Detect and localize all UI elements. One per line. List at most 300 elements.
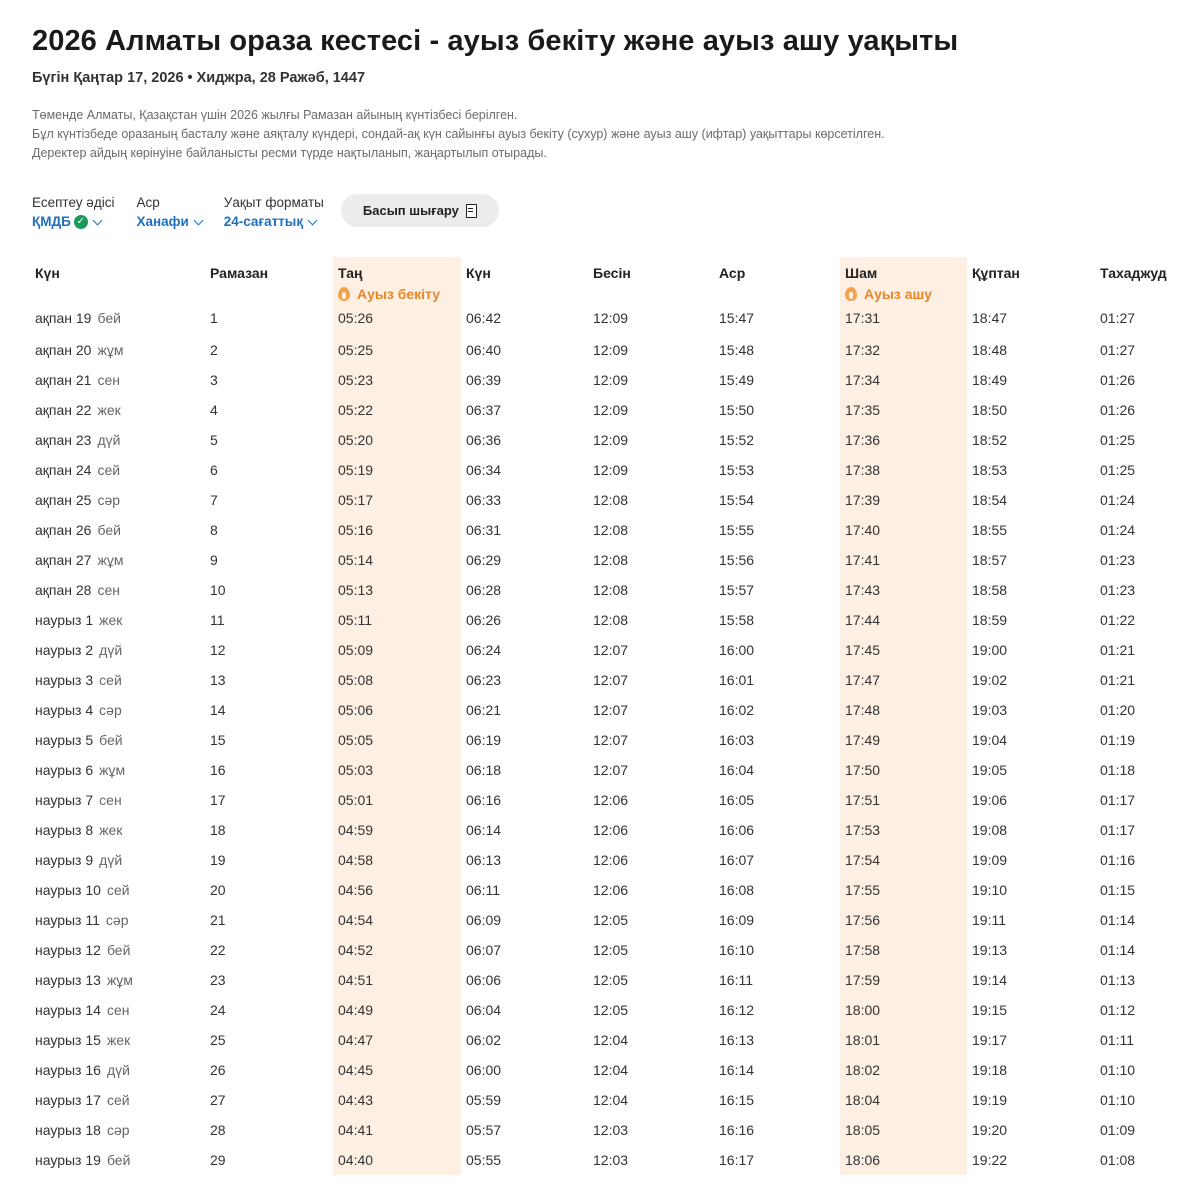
table-row <box>30 815 1175 845</box>
cell-sunrise-time: 06:16 <box>466 792 502 808</box>
print-button-label: Басып шығару <box>362 203 459 218</box>
cell-day <box>30 935 205 965</box>
cell-ramadan-day: 12 <box>210 642 226 658</box>
cell-fajr-time: 04:40 <box>333 1145 461 1175</box>
cell-tahajjud-time: 01:24 <box>1100 522 1136 538</box>
cell-date: ақпан 23 <box>35 432 92 448</box>
cell-isha-time: 19:15 <box>972 1002 1008 1018</box>
cell-dhuhr-time: 12:06 <box>593 882 629 898</box>
cell-tahajjud-time: 01:25 <box>1100 432 1136 448</box>
cell-sunrise-time: 06:04 <box>466 1002 502 1018</box>
cell-ramadan-day: 1 <box>210 310 218 326</box>
cell-day <box>30 845 205 875</box>
cell-date: наурыз 5 <box>35 732 94 748</box>
cell-sunrise-time: 06:06 <box>466 972 502 988</box>
cell-dhuhr-time: 12:03 <box>593 1122 629 1138</box>
cell-ramadan-day: 26 <box>210 1062 226 1078</box>
cell-tahajjud-time: 01:27 <box>1100 310 1136 326</box>
cell-day <box>30 310 205 335</box>
cell-day <box>30 1085 205 1115</box>
cell-maghrib-time: 17:51 <box>840 785 967 815</box>
table-row <box>30 1085 1175 1115</box>
cell-weekday: бей <box>97 310 121 326</box>
cell-weekday: сей <box>106 882 130 898</box>
cell-maghrib-time: 17:43 <box>840 575 967 605</box>
cell-weekday: сей <box>99 672 122 688</box>
cell-isha-time: 18:50 <box>972 402 1008 418</box>
table-row <box>30 575 1175 605</box>
cell-tahajjud-time: 01:14 <box>1100 942 1136 958</box>
cell-isha-time: 18:52 <box>972 432 1008 448</box>
cell-maghrib-time: 18:05 <box>840 1115 967 1145</box>
cell-fajr-time: 05:06 <box>333 695 461 725</box>
cell-day <box>30 1025 205 1055</box>
cell-date: наурыз 12 <box>35 942 101 958</box>
header-asr: Аср <box>719 265 746 281</box>
table-row <box>30 935 1175 965</box>
cell-tahajjud-time: 01:25 <box>1100 462 1136 478</box>
header-fajr-label: Таң <box>338 265 363 281</box>
table-row <box>30 365 1175 395</box>
cell-day <box>30 995 205 1025</box>
table-row <box>30 755 1175 785</box>
cell-ramadan-day: 8 <box>210 522 218 538</box>
cell-ramadan-day: 7 <box>210 492 218 508</box>
cell-maghrib-time: 17:59 <box>840 965 967 995</box>
cell-fajr-time: 04:47 <box>333 1025 461 1055</box>
table-row <box>30 605 1175 635</box>
cell-date: наурыз 10 <box>35 882 101 898</box>
cell-dhuhr-time: 12:05 <box>593 942 629 958</box>
ramadan-timetable <box>30 257 1175 1175</box>
cell-dhuhr-time: 12:09 <box>593 342 629 358</box>
cell-fajr-time: 05:26 <box>333 310 461 335</box>
cell-fajr-time: 04:43 <box>333 1085 461 1115</box>
cell-maghrib-time: 17:44 <box>840 605 967 635</box>
table-row <box>30 845 1175 875</box>
cell-weekday: сәр <box>97 492 121 508</box>
cell-sunrise-time: 05:57 <box>466 1122 502 1138</box>
cell-dhuhr-time: 12:05 <box>593 1002 629 1018</box>
cell-isha-time: 19:13 <box>972 942 1008 958</box>
cell-maghrib-time: 17:38 <box>840 455 967 485</box>
cell-weekday: жұм <box>99 762 126 778</box>
cell-day <box>30 395 205 425</box>
asr-dropdown[interactable] <box>136 212 201 232</box>
cell-fajr-time: 05:25 <box>333 335 461 365</box>
cell-day <box>30 515 205 545</box>
cell-weekday: сей <box>106 1092 130 1108</box>
cell-tahajjud-time: 01:16 <box>1100 852 1136 868</box>
cell-asr-time: 16:12 <box>719 1002 755 1018</box>
cell-tahajjud-time: 01:21 <box>1100 672 1136 688</box>
cell-asr-time: 16:17 <box>719 1152 755 1168</box>
cell-tahajjud-time: 01:18 <box>1100 762 1136 778</box>
table-row <box>30 545 1175 575</box>
cell-dhuhr-time: 12:06 <box>593 822 629 838</box>
cell-sunrise-time: 06:33 <box>466 492 502 508</box>
cell-maghrib-time: 17:35 <box>840 395 967 425</box>
cell-isha-time: 18:58 <box>972 582 1008 598</box>
cell-dhuhr-time: 12:06 <box>593 792 629 808</box>
cell-fajr-time: 04:59 <box>333 815 461 845</box>
intro-line: Деректер айдың көрінуіне байланысты ресми түрде нақтыланып, жаңартылып отырады. <box>32 146 547 160</box>
cell-weekday: жұм <box>97 342 124 358</box>
cell-sunrise-time: 06:07 <box>466 942 502 958</box>
cell-fajr-time: 04:56 <box>333 875 461 905</box>
cell-dhuhr-time: 12:04 <box>593 1092 629 1108</box>
cell-sunrise-time: 06:11 <box>466 882 500 898</box>
cell-asr-time: 15:58 <box>719 612 755 628</box>
cell-day <box>30 1145 205 1175</box>
cell-ramadan-day: 15 <box>210 732 226 748</box>
cell-fajr-time: 05:05 <box>333 725 461 755</box>
cell-day <box>30 635 205 665</box>
cell-maghrib-time: 18:04 <box>840 1085 967 1115</box>
cell-isha-time: 19:18 <box>972 1062 1008 1078</box>
print-button[interactable] <box>341 194 499 227</box>
cell-ramadan-day: 3 <box>210 372 218 388</box>
cell-ramadan-day: 4 <box>210 402 218 418</box>
chevron-down-icon <box>308 215 318 225</box>
cell-isha-time: 18:49 <box>972 372 1008 388</box>
calculation-method-label: Есептеу әдісі <box>32 195 115 210</box>
cell-maghrib-time: 17:31 <box>840 310 967 335</box>
table-row <box>30 965 1175 995</box>
intro-line: Төменде Алматы, Қазақстан үшін 2026 жылғы Рамазан айының күнтізбесі берілген. <box>32 108 518 122</box>
cell-dhuhr-time: 12:08 <box>593 552 629 568</box>
table-body <box>30 310 1175 1175</box>
cell-dhuhr-time: 12:07 <box>593 642 629 658</box>
cell-sunrise-time: 06:09 <box>466 912 502 928</box>
cell-sunrise-time: 06:24 <box>466 642 502 658</box>
cell-maghrib-time: 17:45 <box>840 635 967 665</box>
cell-ramadan-day: 25 <box>210 1032 226 1048</box>
table-row <box>30 425 1175 455</box>
cell-isha-time: 19:11 <box>972 912 1006 928</box>
cell-asr-time: 16:06 <box>719 822 755 838</box>
date-subtitle: Бүгін Қаңтар 17, 2026 • Хиджра, 28 Ражәб, 1447 <box>32 70 366 86</box>
cell-maghrib-time: 17:34 <box>840 365 967 395</box>
cell-tahajjud-time: 01:10 <box>1100 1062 1136 1078</box>
cell-day <box>30 485 205 515</box>
table-row <box>30 995 1175 1025</box>
cell-isha-time: 18:59 <box>972 612 1008 628</box>
cell-asr-time: 16:05 <box>719 792 755 808</box>
cell-dhuhr-time: 12:09 <box>593 432 629 448</box>
cell-fajr-time: 04:45 <box>333 1055 461 1085</box>
cell-ramadan-day: 10 <box>210 582 226 598</box>
cell-asr-time: 16:03 <box>719 732 755 748</box>
cell-sunrise-time: 06:37 <box>466 402 502 418</box>
cell-sunrise-time: 06:02 <box>466 1032 502 1048</box>
cell-day <box>30 335 205 365</box>
cell-day <box>30 1115 205 1145</box>
cell-date: наурыз 18 <box>35 1122 101 1138</box>
cell-ramadan-day: 18 <box>210 822 226 838</box>
check-badge-icon: ✓ <box>74 215 88 229</box>
cell-dhuhr-time: 12:05 <box>593 972 629 988</box>
cell-asr-time: 16:08 <box>719 882 755 898</box>
cell-date: ақпан 28 <box>35 582 92 598</box>
table-row <box>30 1055 1175 1085</box>
intro-line: Бұл күнтізбеде оразаның басталу және аяқталу күндері, сондай-ақ күн сайынғы ауыз бекіту (сухур) және ауыз ашу (ифтар) уақыттары көрсетілген. <box>32 127 885 141</box>
cell-dhuhr-time: 12:06 <box>593 852 629 868</box>
table-row <box>30 395 1175 425</box>
cell-date: ақпан 26 <box>35 522 92 538</box>
cell-fajr-time: 05:14 <box>333 545 461 575</box>
cell-date: наурыз 6 <box>35 762 94 778</box>
cell-weekday: дүй <box>99 852 123 868</box>
calculation-method-dropdown[interactable] <box>32 212 114 232</box>
cell-tahajjud-time: 01:17 <box>1100 822 1136 838</box>
time-format-control[interactable] <box>224 194 324 232</box>
cell-isha-time: 19:05 <box>972 762 1008 778</box>
cell-fajr-time: 05:13 <box>333 575 461 605</box>
cell-tahajjud-time: 01:22 <box>1100 612 1136 628</box>
cell-weekday: сәр <box>106 1122 130 1138</box>
cell-tahajjud-time: 01:17 <box>1100 792 1136 808</box>
cell-fajr-time: 05:09 <box>333 635 461 665</box>
cell-sunrise-time: 06:23 <box>466 672 502 688</box>
cell-fajr-time: 05:11 <box>333 605 461 635</box>
table-row <box>30 695 1175 725</box>
cell-sunrise-time: 06:42 <box>466 310 502 326</box>
cell-fajr-time: 05:19 <box>333 455 461 485</box>
cell-asr-time: 16:02 <box>719 702 755 718</box>
cell-asr-time: 15:57 <box>719 582 755 598</box>
header-sunrise: Күн <box>466 265 491 281</box>
cell-ramadan-day: 5 <box>210 432 218 448</box>
cell-dhuhr-time: 12:07 <box>593 732 629 748</box>
table-row <box>30 875 1175 905</box>
cell-sunrise-time: 06:39 <box>466 372 502 388</box>
cell-weekday: дүй <box>106 1062 130 1078</box>
cell-sunrise-time: 06:28 <box>466 582 502 598</box>
asr-method-control[interactable] <box>136 194 201 232</box>
cell-date: наурыз 9 <box>35 852 94 868</box>
cell-day <box>30 665 205 695</box>
cell-date: наурыз 14 <box>35 1002 101 1018</box>
table-row <box>30 455 1175 485</box>
cell-day <box>30 1055 205 1085</box>
cell-ramadan-day: 22 <box>210 942 226 958</box>
cell-day <box>30 875 205 905</box>
table-row <box>30 310 1175 335</box>
cell-asr-time: 15:47 <box>719 310 755 326</box>
table-row <box>30 335 1175 365</box>
cell-sunrise-time: 06:00 <box>466 1062 502 1078</box>
cell-tahajjud-time: 01:15 <box>1100 882 1136 898</box>
cell-day <box>30 695 205 725</box>
cell-dhuhr-time: 12:09 <box>593 462 629 478</box>
cell-fajr-time: 04:41 <box>333 1115 461 1145</box>
cell-fajr-time: 05:01 <box>333 785 461 815</box>
cell-dhuhr-time: 12:08 <box>593 612 629 628</box>
cell-fajr-time: 05:20 <box>333 425 461 455</box>
cell-day <box>30 755 205 785</box>
asr-label: Аср <box>136 195 160 210</box>
cell-asr-time: 16:07 <box>719 852 755 868</box>
cell-tahajjud-time: 01:13 <box>1100 972 1136 988</box>
cell-tahajjud-time: 01:19 <box>1100 732 1136 748</box>
cell-date: наурыз 8 <box>35 822 94 838</box>
cell-tahajjud-time: 01:26 <box>1100 402 1136 418</box>
cell-day <box>30 905 205 935</box>
table-row <box>30 785 1175 815</box>
cell-weekday: сәр <box>105 912 129 928</box>
cell-isha-time: 18:53 <box>972 462 1008 478</box>
intro-text <box>32 106 1168 163</box>
cell-isha-time: 19:08 <box>972 822 1008 838</box>
header-tahajjud: Тахаджуд <box>1100 265 1167 281</box>
cell-ramadan-day: 16 <box>210 762 226 778</box>
cell-date: наурыз 3 <box>35 672 94 688</box>
cell-asr-time: 15:55 <box>719 522 755 538</box>
cell-ramadan-day: 19 <box>210 852 226 868</box>
cell-fajr-time: 05:17 <box>333 485 461 515</box>
cell-weekday: жұм <box>97 552 124 568</box>
cell-weekday: бей <box>99 732 123 748</box>
cell-sunrise-time: 06:34 <box>466 462 502 478</box>
cell-ramadan-day: 27 <box>210 1092 226 1108</box>
cell-maghrib-time: 17:56 <box>840 905 967 935</box>
cell-tahajjud-time: 01:10 <box>1100 1092 1136 1108</box>
cell-ramadan-day: 14 <box>210 702 226 718</box>
cell-dhuhr-time: 12:04 <box>593 1062 629 1078</box>
iftar-label: Ауыз ашу <box>864 286 932 302</box>
cell-tahajjud-time: 01:24 <box>1100 492 1136 508</box>
cell-fajr-time: 05:08 <box>333 665 461 695</box>
flame-icon <box>845 287 857 301</box>
header-fajr <box>333 257 461 310</box>
cell-weekday: бей <box>106 1152 131 1168</box>
cell-sunrise-time: 06:21 <box>466 702 502 718</box>
cell-weekday: дүй <box>97 432 121 448</box>
cell-ramadan-day: 21 <box>210 912 226 928</box>
cell-maghrib-time: 18:00 <box>840 995 967 1025</box>
cell-weekday: жек <box>99 612 123 628</box>
cell-sunrise-time: 06:14 <box>466 822 502 838</box>
cell-fajr-time: 05:22 <box>333 395 461 425</box>
asr-value: Ханафи <box>136 214 189 229</box>
header-dhuhr: Бесін <box>593 265 631 281</box>
cell-tahajjud-time: 01:12 <box>1100 1002 1136 1018</box>
cell-sunrise-time: 06:31 <box>466 522 502 538</box>
calculation-method-control[interactable] <box>32 194 114 232</box>
table-row <box>30 635 1175 665</box>
cell-date: ақпан 19 <box>35 310 92 326</box>
cell-weekday: жек <box>99 822 123 838</box>
cell-weekday: жек <box>106 1032 131 1048</box>
cell-ramadan-day: 24 <box>210 1002 226 1018</box>
cell-dhuhr-time: 12:09 <box>593 310 629 326</box>
table-row <box>30 665 1175 695</box>
cell-tahajjud-time: 01:26 <box>1100 372 1136 388</box>
cell-isha-time: 19:03 <box>972 702 1008 718</box>
cell-tahajjud-time: 01:23 <box>1100 582 1136 598</box>
cell-date: ақпан 21 <box>35 372 92 388</box>
cell-asr-time: 16:00 <box>719 642 755 658</box>
cell-dhuhr-time: 12:07 <box>593 672 629 688</box>
cell-dhuhr-time: 12:09 <box>593 372 629 388</box>
settings-bar <box>32 194 1168 234</box>
cell-dhuhr-time: 12:08 <box>593 582 629 598</box>
cell-date: ақпан 22 <box>35 402 92 418</box>
cell-maghrib-time: 18:06 <box>840 1145 967 1175</box>
cell-isha-time: 19:10 <box>972 882 1008 898</box>
cell-fajr-time: 04:54 <box>333 905 461 935</box>
cell-asr-time: 15:54 <box>719 492 755 508</box>
cell-ramadan-day: 11 <box>210 612 225 628</box>
cell-sunrise-time: 06:36 <box>466 432 502 448</box>
table-row <box>30 905 1175 935</box>
cell-dhuhr-time: 12:03 <box>593 1152 629 1168</box>
cell-weekday: бей <box>97 522 121 538</box>
cell-maghrib-time: 17:55 <box>840 875 967 905</box>
cell-sunrise-time: 06:40 <box>466 342 502 358</box>
table-row <box>30 485 1175 515</box>
cell-asr-time: 15:48 <box>719 342 755 358</box>
time-format-dropdown[interactable] <box>224 212 324 232</box>
cell-sunrise-time: 06:18 <box>466 762 502 778</box>
cell-day <box>30 575 205 605</box>
cell-asr-time: 16:09 <box>719 912 755 928</box>
cell-dhuhr-time: 12:08 <box>593 492 629 508</box>
cell-weekday: сей <box>97 462 121 478</box>
cell-isha-time: 19:02 <box>972 672 1008 688</box>
cell-date: наурыз 11 <box>35 912 100 928</box>
cell-tahajjud-time: 01:20 <box>1100 702 1136 718</box>
table-row <box>30 725 1175 755</box>
header-ramadan: Рамазан <box>210 265 269 281</box>
cell-tahajjud-time: 01:14 <box>1100 912 1136 928</box>
cell-ramadan-day: 13 <box>210 672 226 688</box>
cell-date: наурыз 13 <box>35 972 101 988</box>
cell-day <box>30 785 205 815</box>
cell-date: ақпан 27 <box>35 552 92 568</box>
cell-sunrise-time: 05:59 <box>466 1092 502 1108</box>
cell-weekday: сен <box>106 1002 130 1018</box>
cell-date: ақпан 25 <box>35 492 92 508</box>
time-format-value: 24-сағаттық <box>223 214 304 229</box>
cell-asr-time: 15:49 <box>719 372 755 388</box>
header-maghrib <box>840 257 967 310</box>
cell-ramadan-day: 29 <box>210 1152 226 1168</box>
cell-maghrib-time: 17:58 <box>840 935 967 965</box>
cell-sunrise-time: 06:13 <box>466 852 502 868</box>
cell-maghrib-time: 17:40 <box>840 515 967 545</box>
cell-weekday: сен <box>97 372 121 388</box>
cell-date: наурыз 16 <box>35 1062 101 1078</box>
cell-fajr-time: 04:51 <box>333 965 461 995</box>
cell-fajr-time: 05:23 <box>333 365 461 395</box>
cell-maghrib-time: 17:36 <box>840 425 967 455</box>
cell-maghrib-time: 17:54 <box>840 845 967 875</box>
cell-date: ақпан 24 <box>35 462 92 478</box>
table-row <box>30 1025 1175 1055</box>
cell-asr-time: 15:52 <box>719 432 755 448</box>
cell-maghrib-time: 17:32 <box>840 335 967 365</box>
cell-weekday: жек <box>97 402 121 418</box>
cell-isha-time: 19:04 <box>972 732 1008 748</box>
cell-ramadan-day: 6 <box>210 462 218 478</box>
flame-icon <box>338 287 350 301</box>
cell-weekday: жұм <box>106 972 133 988</box>
cell-weekday: бей <box>106 942 131 958</box>
cell-maghrib-time: 17:41 <box>840 545 967 575</box>
chevron-down-icon <box>193 215 203 225</box>
